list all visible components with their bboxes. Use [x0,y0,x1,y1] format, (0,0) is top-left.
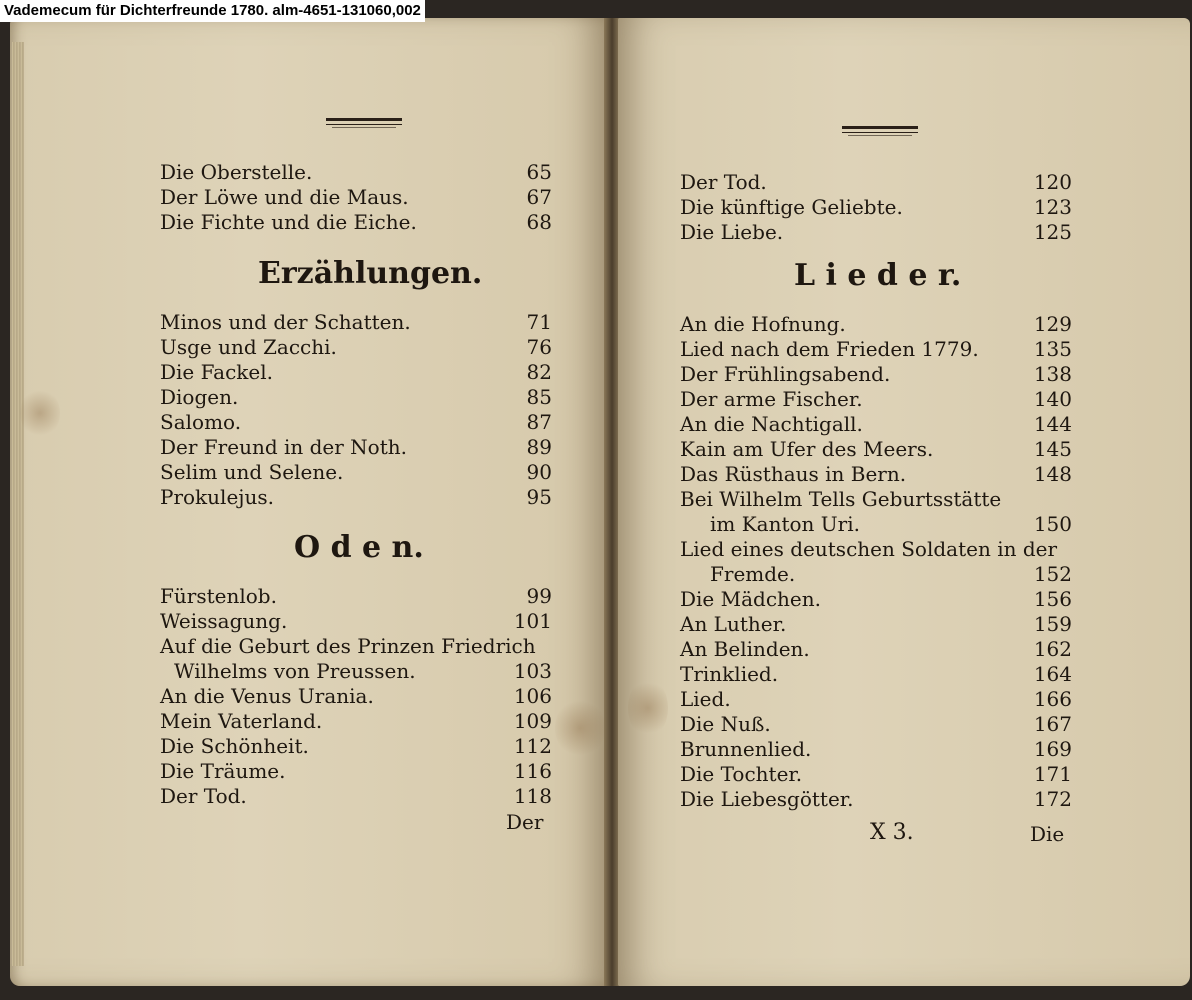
toc-entry-title: Die Schönheit. [160,734,309,758]
toc-entry-page-number: 150 [1033,512,1072,536]
toc-entry-title: Brunnenlied. [680,737,812,761]
toc-entry-page-number: 162 [1033,637,1072,661]
toc-entry-title: Das Rüsthaus in Bern. [680,462,907,486]
toc-entry-page-number: 148 [1033,462,1072,486]
toc-entry-title: Weissagung. [160,609,288,633]
toc-entry-page-number: 95 [526,485,552,509]
toc-entry-title: Trinklied. [680,662,779,686]
section-heading-oden: O d e n. [294,530,424,565]
toc-entry-page-number: 103 [513,659,552,683]
toc-entry-page-number: 144 [1033,412,1072,436]
right-page [618,18,1190,986]
toc-entry-title: Diogen. [160,385,239,409]
toc-entry-page-number: 169 [1033,737,1072,761]
toc-entry-title: Selim und Selene. [160,460,344,484]
toc-entry-page-number: 166 [1033,687,1072,711]
toc-entry-title: Die Träume. [160,759,286,783]
toc-entry-page-number: 87 [526,410,552,434]
toc-entry-title: Lied nach dem Frieden 1779. [680,337,979,361]
toc-entry-title: Die Oberstelle. [160,160,313,184]
toc-entry-title: An die Venus Urania. [160,684,374,708]
image-caption: Vademecum für Dichterfreunde 1780. alm-4651-131060,002 [0,0,425,22]
toc-entry-page-number: 90 [526,460,552,484]
toc-entry-page-number: 120 [1033,170,1072,194]
stain [20,388,60,438]
toc-entry-page-number: 156 [1033,587,1072,611]
section-heading-lieder: L i e d e r. [794,258,962,293]
toc-entry-title: Die künftige Geliebte. [680,195,903,219]
toc-entry-page-number: 167 [1033,712,1072,736]
toc-entry-title: Der Frühlingsabend. [680,362,891,386]
toc-entry-page-number: 152 [1033,562,1072,586]
toc-entry-page-number: 82 [526,360,552,384]
stain [555,698,605,758]
toc-entry-page-number: 99 [526,584,552,608]
toc-entry-title: Der Freund in der Noth. [160,435,407,459]
toc-entry-title: An die Nachtigall. [680,412,863,436]
toc-entry-title: Salomo. [160,410,242,434]
toc-entry-title: Usge und Zacchi. [160,335,337,359]
toc-entry-page-number: 65 [526,160,552,184]
toc-entry-title: Die Nuß. [680,712,771,736]
toc-entry-title: Fürstenlob. [160,584,277,608]
toc-entry-title: Fremde. [710,562,796,586]
toc-entry-page-number: 138 [1033,362,1072,386]
toc-entry-page-number: 123 [1033,195,1072,219]
section-heading-erzaehlungen: Erzählungen. [258,256,483,291]
toc-entry-title: An die Hofnung. [680,312,846,336]
toc-entry-page-number: 109 [513,709,552,733]
toc-entry-page-number: 71 [526,310,552,334]
toc-entry-title: Der Tod. [680,170,767,194]
header-ornament-rule [842,126,918,138]
toc-entry-title: Wilhelms von Preussen. [174,659,416,683]
toc-entry-title: Lied. [680,687,731,711]
stain [628,678,668,738]
signature-mark: X 3. [870,820,914,845]
toc-entry-title: An Luther. [680,612,787,636]
toc-entry-page-number: 67 [526,185,552,209]
catchword: Der [506,810,544,834]
toc-entry-title: Der Tod. [160,784,247,808]
toc-entry-title: Minos und der Schatten. [160,310,411,334]
toc-entry-title: Die Mädchen. [680,587,821,611]
toc-entry-page-number: 129 [1033,312,1072,336]
toc-entry-title: Bei Wilhelm Tells Geburtsstätte [680,487,1002,511]
toc-entry-title: Der Löwe und die Maus. [160,185,409,209]
toc-entry-title: Die Liebesgötter. [680,787,854,811]
toc-entry-title: Lied eines deutschen Soldaten in der [680,537,1058,561]
page-edges [12,42,24,966]
toc-entry-title: Die Fichte und die Eiche. [160,210,417,234]
catchword: Die [1030,822,1065,846]
toc-entry-page-number: 145 [1033,437,1072,461]
toc-entry-page-number: 116 [513,759,552,783]
toc-entry-title: Die Tochter. [680,762,803,786]
left-page [10,18,606,986]
toc-entry-page-number: 125 [1033,220,1072,244]
toc-entry-page-number: 164 [1033,662,1072,686]
toc-entry-page-number: 140 [1033,387,1072,411]
toc-entry-page-number: 89 [526,435,552,459]
toc-entry-title: Kain am Ufer des Meers. [680,437,934,461]
toc-entry-title: Der arme Fischer. [680,387,863,411]
header-ornament-rule [326,118,402,130]
toc-entry-page-number: 118 [513,784,552,808]
toc-entry-page-number: 172 [1033,787,1072,811]
toc-entry-page-number: 106 [513,684,552,708]
toc-entry-title: An Belinden. [680,637,810,661]
toc-entry-page-number: 68 [526,210,552,234]
toc-entry-title: Prokulejus. [160,485,274,509]
toc-entry-title: Auf die Geburt des Prinzen Friedrich [160,634,536,658]
toc-entry-page-number: 171 [1033,762,1072,786]
toc-entry-page-number: 135 [1033,337,1072,361]
toc-entry-page-number: 101 [513,609,552,633]
toc-entry-page-number: 112 [513,734,552,758]
toc-entry-title: im Kanton Uri. [710,512,860,536]
toc-entry-page-number: 85 [526,385,552,409]
toc-entry-title: Die Fackel. [160,360,273,384]
toc-entry-page-number: 76 [526,335,552,359]
toc-entry-title: Mein Vaterland. [160,709,323,733]
toc-entry-title: Die Liebe. [680,220,784,244]
toc-entry-page-number: 159 [1033,612,1072,636]
